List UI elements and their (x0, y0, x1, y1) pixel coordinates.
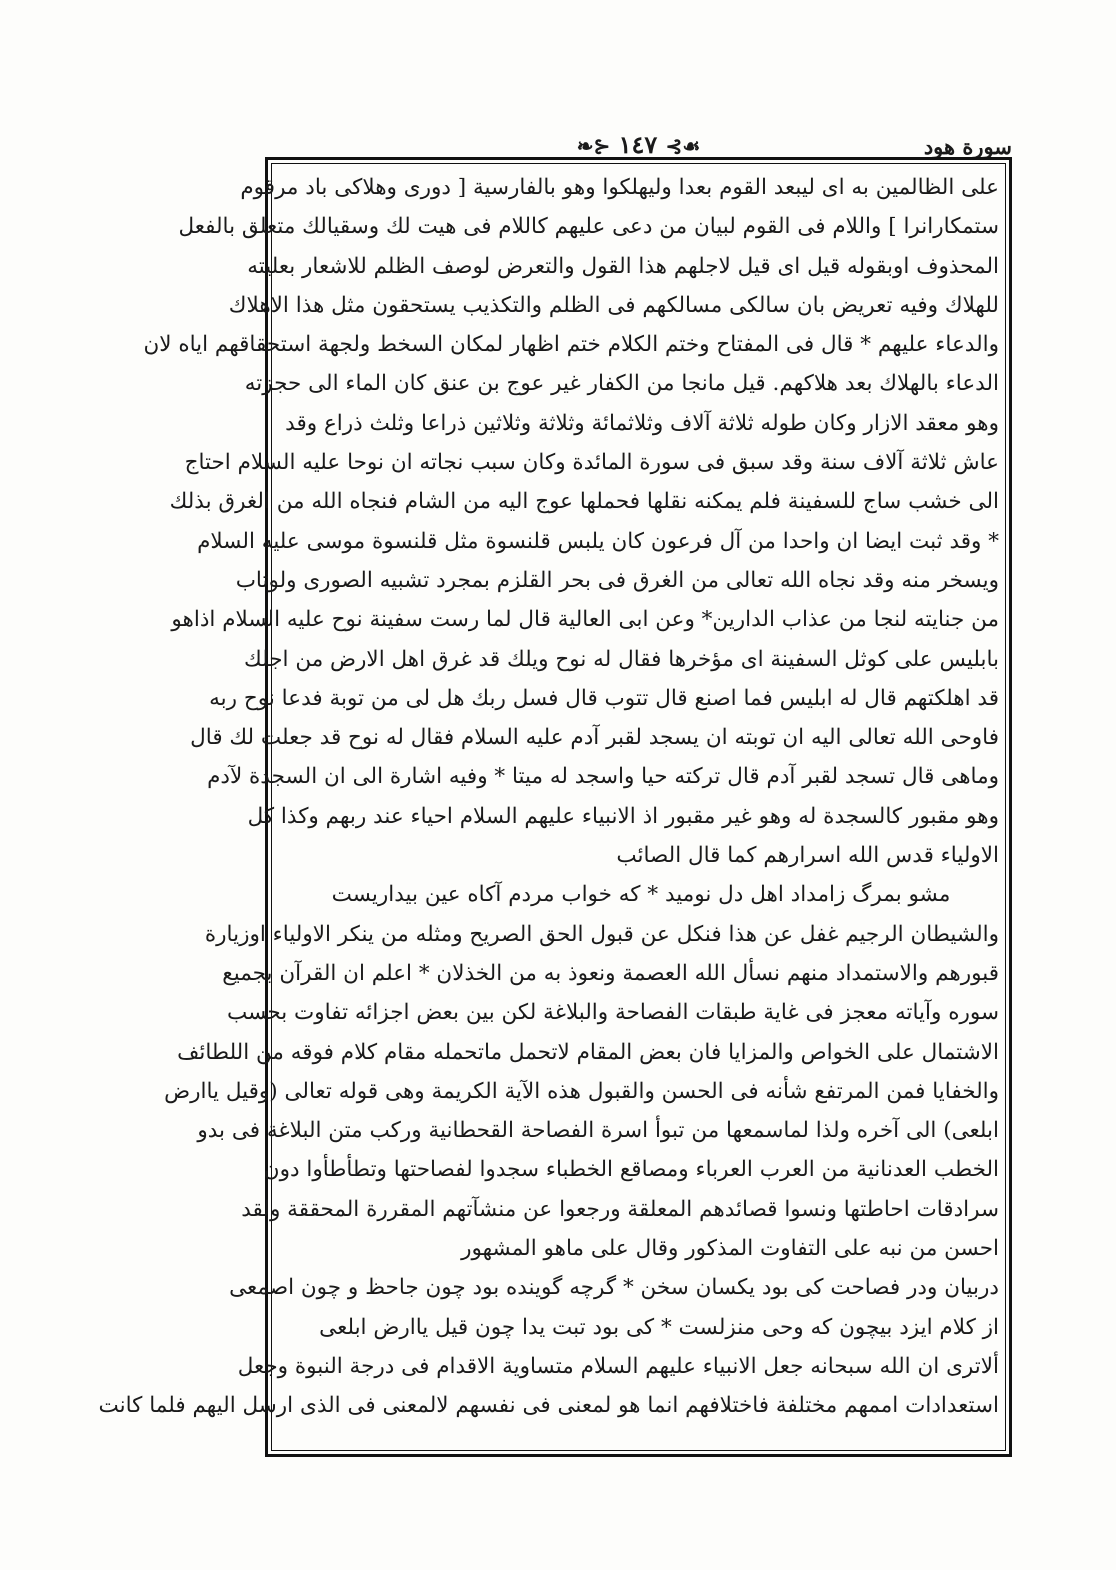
page-number-ornament (577, 130, 701, 159)
text-line: وهو مقبور كالسجدة له وهو غير مقبور اذ الانبياء عليهم السلام احياء عند ربهم وكذا كل (247, 803, 999, 829)
text-line: سرادقات احاطتها ونسوا قصائدهم المعلقة ورجعوا عن منشآتهم المقررة المحققة ولقد (241, 1196, 999, 1222)
text-line: بابليس على كوثل السفينة اى مؤخرها فقال له نوح ويلك قد غرق اهل الارض من اجلك (244, 646, 999, 672)
text-line: الى خشب ساج للسفينة فلم يمكنه نقلها فحملها عوج اليه من الشام فنجاه الله من الغرق بذلك (169, 489, 999, 515)
poem-verse: مشو بمرگ زامداد اهل دل نوميد * كه خواب مردم آكاه عين بيداريست (331, 882, 951, 908)
text-line: ابلعى) الى آخره ولذا لماسمعها من تبوأ اسرة الفصاحة القحطانية وركب متن البلاغة فى بدو (197, 1118, 999, 1144)
text-line: الاشتمال على الخواص والمزايا فان بعض المقام لاتحمل ماتحمله مقام كلام فوقه من اللطائف (177, 1039, 999, 1065)
text-line: ستمكارانرا ] واللام فى القوم لبيان من دعى عليهم كاللام فى هيت لك وسقيالك متعلق بالفعل (178, 214, 999, 240)
text-line: والشيطان الرجيم غفل عن هذا فنكل عن قبول الحق الصريح ومثله من ينكر الاولياء اوزيارة (204, 921, 999, 947)
text-line: قد اهلكتهم قال له ابليس فما اصنع قال تتوب قال فسل ربك هل لى من توبة فدعا نوح ربه (209, 685, 999, 711)
poem-verse: دربيان ودر فصاحت كى بود يكسان سخن * گرچه گوينده بود چون جاحظ و چون اصمعى (229, 1275, 999, 1301)
text-line: الاولياء قدس الله اسرارهم كما قال الصائب (616, 843, 999, 869)
text-line: سوره وآياته معجز فى غاية طبقات الفصاحة والبلاغة لكن بين بعض اجزائه تفاوت بحسب (227, 1000, 999, 1026)
page-number: ١٤٧ (618, 130, 658, 159)
text-line: وماهى قال تسجد لقبر آدم قال تركته حيا واسجد له ميتا * وفيه اشارة الى ان السجدة لآدم (207, 764, 999, 790)
body-text (98, 168, 999, 1426)
text-line: والدعاء عليهم * قال فى المفتاح وختم الكلام ختم اظهار لمكان السخط ولجهة استحقاقهم اياه لان (143, 332, 999, 358)
text-line: ألاترى ان الله سبحانه جعل الانبياء عليهم السلام متساوية الاقدام فى درجة النبوة وجعل (237, 1353, 999, 1379)
text-line: * وقد ثبت ايضا ان واحدا من آل فرعون كان يلبس قلنسوة مثل قلنسوة موسى عليه السلام (197, 528, 999, 554)
text-line: والخفايا فمن المرتفع شأنه فى الحسن والقبول هذه الآية الكريمة وهى قوله تعالى (وقيل ياارض (164, 1078, 999, 1104)
ornament-left: ⊰❧ (576, 134, 611, 158)
text-line: للهلاك وفيه تعريض بان سالكى مسالكهم فى الظلم والتكذيب يستحقون مثل هذا الاهلاك (228, 292, 999, 318)
text-line: الدعاء بالهلاك بعد هلاكهم. قيل مانجا من الكفار غير عوج بن عنق كان الماء الى حجزته (244, 371, 999, 397)
text-line: من جنايته لنجا من عذاب الدارين* وعن ابى العالية قال لما رست سفينة نوح عليه السلام اذاهو (171, 607, 999, 633)
text-line: المحذوف اوبقوله قيل اى قيل لاجلهم هذا القول والتعرض لوصف الظلم للاشعار بعليته (247, 253, 999, 279)
text-line: الخطب العدنانية من العرب العرباء ومصاقع الخطباء سجدوا لفصاحتها وتطأطأوا دون (263, 1157, 999, 1183)
surah-name: سورة هود (923, 134, 1012, 159)
text-line: قبورهم والاستمداد منهم نسأل الله العصمة ونعوذ به من الخذلان * اعلم ان القرآن بجميع (222, 960, 999, 986)
ornament-right: ☙⊱ (665, 134, 701, 158)
text-line: فاوحى الله تعالى اليه ان توبته ان يسجد لقبر آدم عليه السلام فقال له نوح قد جعلت لك قال (190, 725, 999, 751)
text-line: وهو معقد الازار وكان طوله ثلاثة آلاف وثلاثمائة وثلاثة وثلاثين ذراعا وثلث ذراع وقد (285, 410, 999, 436)
text-line: احسن من نبه على التفاوت المذكور وقال على ماهو المشهور (461, 1236, 999, 1262)
text-line: استعدادات اممهم مختلفة فاختلافهم انما هو لمعنى فى نفسهم لالمعنى فى الذى ارسل اليهم فلما كانت (98, 1393, 999, 1419)
text-line: على الظالمين به اى ليبعد القوم بعدا وليهلكوا وهو بالفارسية [ دورى وهلاكى باد مرقوم (240, 175, 999, 200)
text-line: ويسخر منه وقد نجاه الله تعالى من الغرق فى بحر القلزم بمجرد تشبيه الصورى ولوتاب (235, 567, 999, 593)
poem-verse: از كلام ايزد بيچون كه وحى منزلست * كى بود تبت يدا چون قيل ياارض ابلعى (319, 1314, 999, 1340)
text-line: عاش ثلاثة آلاف سنة وقد سبق فى سورة المائدة وكان سبب نجاته ان نوحا عليه السلام احتاج (184, 450, 999, 476)
